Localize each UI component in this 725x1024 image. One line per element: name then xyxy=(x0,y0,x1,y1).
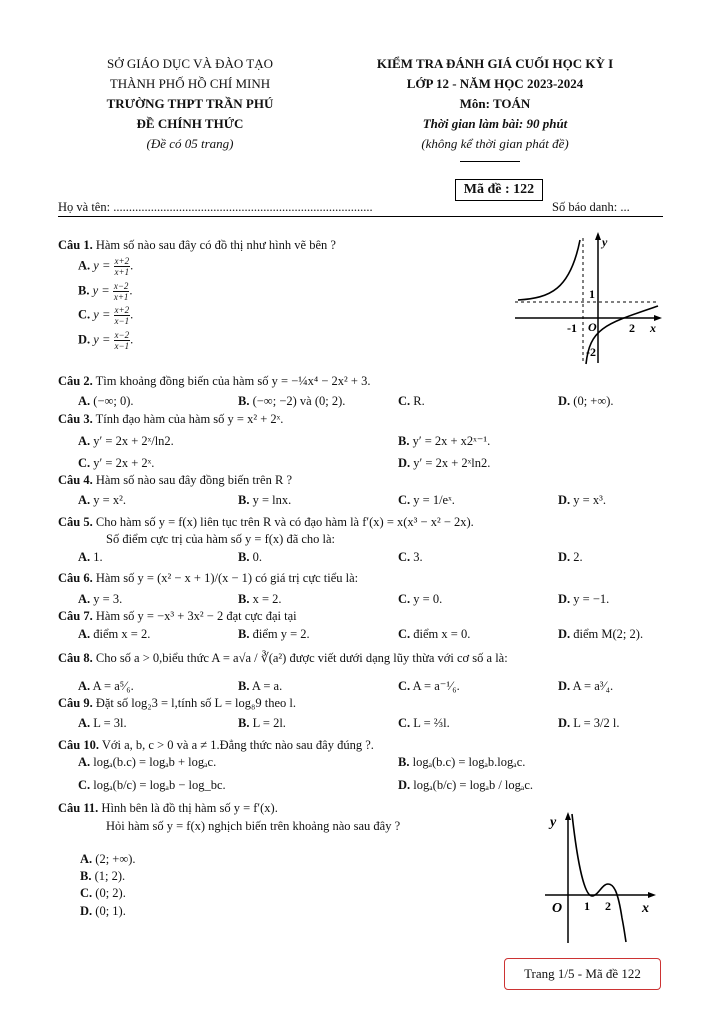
question-9 xyxy=(58,694,296,712)
left-branch xyxy=(518,240,580,300)
student-id-line: Số báo danh: ... xyxy=(552,200,630,214)
question-label: Câu 1. xyxy=(58,238,93,252)
q3-option-d: D. y′ = 2x + 2ˣln2. xyxy=(398,456,491,470)
question-1 xyxy=(58,236,336,254)
question-label: Câu 4. xyxy=(58,473,93,487)
school-name: TRƯỜNG THPT TRẦN PHÚ xyxy=(106,96,274,111)
question-6 xyxy=(58,569,358,587)
q5-option-b: B. 0. xyxy=(238,550,262,564)
question-2 xyxy=(58,372,370,390)
question-label: Câu 6. xyxy=(58,571,93,585)
question-text: Đặt số log₂3 = l,tính số L = log₈9 theo l. xyxy=(95,696,296,710)
q6-option-c: C. y = 0. xyxy=(398,592,443,606)
q3-option-a: A. y′ = 2x + 2ˣ/ln2. xyxy=(78,434,174,448)
q9-option-a: A. L = 3l. xyxy=(78,716,127,730)
origin-label: O xyxy=(552,901,563,916)
question-text: Hàm số nào sau đây có đồ thị như hình vẽ bên ? xyxy=(95,238,336,252)
question-label: Câu 3. xyxy=(58,412,93,426)
header-rule xyxy=(58,216,663,217)
q11-option-c: C. (0; 2). xyxy=(80,886,126,900)
question-8 xyxy=(58,649,508,667)
derivative-graph xyxy=(540,808,660,948)
subject: Môn: TOÁN xyxy=(459,96,531,111)
q6-option-a: A. y = 3. xyxy=(78,592,123,606)
time-note: (không kể thời gian phát đề) xyxy=(421,136,569,151)
official-label: ĐỀ CHÍNH THỨC xyxy=(136,116,244,131)
page-footer: Trang 1/5 - Mã đề 122 xyxy=(504,958,661,990)
q4-option-b: B. y = lnx. xyxy=(238,493,292,507)
q4-option-a: A. y = x². xyxy=(78,493,126,507)
x-arrow xyxy=(648,892,656,898)
q8-option-b: B. A = a. xyxy=(238,679,283,693)
question-text: Tìm khoảng đồng biến của hàm số y = −¼x⁴ − 2x² + 3. xyxy=(95,374,371,388)
question-label: Câu 2. xyxy=(58,374,93,388)
q3-option-b: B. y′ = 2x + x2ˣ⁻¹. xyxy=(398,434,491,448)
q11-option-d: D. (0; 1). xyxy=(80,904,126,918)
page-count: (Đề có 05 trang) xyxy=(146,136,234,151)
q7-option-c: C. điểm x = 0. xyxy=(398,627,471,641)
time-limit: Thời gian làm bài: 90 phút xyxy=(422,116,568,131)
right-branch xyxy=(586,306,658,364)
question-text: Hình bên là đồ thị hàm số y = f′(x). xyxy=(101,801,278,815)
q8-option-a: A. A = a⁵⁄₆. xyxy=(78,679,134,693)
q9-option-c: C. L = ⅔l. xyxy=(398,716,450,730)
q1-option-b: B. y = $\frac{x-2}{x+1}$ . xyxy=(78,281,133,302)
grade-year: LỚP 12 - NĂM HỌC 2023-2024 xyxy=(406,76,584,91)
tick-1: 1 xyxy=(584,899,590,913)
question-text: Hàm số y = (x² − x + 1)/(x − 1) có giá trị cực tiểu là: xyxy=(95,571,359,585)
q9-option-d: D. L = 3/2 l. xyxy=(558,716,620,730)
origin-label: O xyxy=(588,320,597,334)
header-left xyxy=(40,54,340,154)
question-7 xyxy=(58,607,297,625)
exam-title: KIỂM TRA ĐÁNH GIÁ CUỐI HỌC KỲ I xyxy=(376,56,614,71)
x-label: x xyxy=(650,321,656,335)
student-name-line: Họ và tên: ................................................................................... xyxy=(58,200,373,214)
tick-neg1: -1 xyxy=(567,321,577,335)
q4-option-c: C. y = 1/eˣ. xyxy=(398,493,455,507)
x-label: x xyxy=(642,901,649,916)
tick-1: 1 xyxy=(589,287,595,301)
y-label: y xyxy=(550,815,557,830)
q1-option-a: A. y = $\frac{x+2}{x+1}$ . xyxy=(78,256,134,277)
tick-neg2: -2 xyxy=(586,345,596,359)
q2-option-b: B. (−∞; −2) và (0; 2). xyxy=(238,394,346,408)
q1-option-d: D. y = $\frac{x-2}{x-1}$ . xyxy=(78,330,134,351)
question-label: Câu 11. xyxy=(58,801,99,815)
header-right xyxy=(330,54,660,154)
q2-option-a: A. (−∞; 0). xyxy=(78,394,134,408)
q2-option-d: D. (0; +∞). xyxy=(558,394,614,408)
q5-option-a: A. 1. xyxy=(78,550,103,564)
q9-option-b: B. L = 2l. xyxy=(238,716,286,730)
q7-option-b: B. điểm y = 2. xyxy=(238,627,310,641)
hyperbola-graph xyxy=(510,228,665,368)
question-10 xyxy=(58,736,374,754)
y-arrow xyxy=(595,232,601,240)
q7-option-a: A. điểm x = 2. xyxy=(78,627,151,641)
question-text: Với a, b, c > 0 và a ≠ 1.Đẳng thức nào sau đây đúng ?. xyxy=(101,738,374,752)
q4-option-d: D. y = x³. xyxy=(558,493,606,507)
tick-2: 2 xyxy=(605,899,611,913)
question-label: Câu 5. xyxy=(58,515,93,529)
question-label: Câu 7. xyxy=(58,609,93,623)
question-label: Câu 10. xyxy=(58,738,99,752)
q10-option-c: C. logₐ(b/c) = logₐb − log_bc. xyxy=(78,778,226,792)
y-arrow xyxy=(565,812,571,820)
y-label: y xyxy=(602,235,608,249)
question-text: Cho số a > 0,biểu thức A = a√a / ∛(a²) được viết dưới dạng lũy thừa với cơ số a là: xyxy=(95,651,508,665)
q10-option-a: A. logₐ(b.c) = logₐb + logₐc. xyxy=(78,755,217,769)
question-label: Câu 8. xyxy=(58,651,93,665)
question-text: Cho hàm số y = f(x) liên tục trên R và có đạo hàm là f′(x) = x(x³ − x² − 2x). xyxy=(95,515,474,529)
q5-text-2: Số điểm cực trị của hàm số y = f(x) đã cho là: xyxy=(106,532,336,546)
question-text: Hàm số nào sau đây đồng biến trên R ? xyxy=(95,473,292,487)
question-label: Câu 9. xyxy=(58,696,93,710)
q8-option-c: C. A = a⁻¹⁄₆. xyxy=(398,679,460,693)
header-divider xyxy=(460,161,520,162)
q8-option-d: D. A = a³⁄₄. xyxy=(558,679,614,693)
q2-option-c: C. R. xyxy=(398,394,425,408)
question-3 xyxy=(58,410,283,428)
question-4 xyxy=(58,471,292,489)
q1-option-c: C. y = $\frac{x+2}{x-1}$ . xyxy=(78,305,134,326)
q10-option-d: D. logₐ(b/c) = logₐb / logₐc. xyxy=(398,778,533,792)
q5-option-d: D. 2. xyxy=(558,550,583,564)
q11-option-b: B. (1; 2). xyxy=(80,869,126,883)
dept-name: SỞ GIÁO DỤC VÀ ĐÀO TẠO xyxy=(107,56,273,71)
q10-option-b: B. logₐ(b.c) = logₐb.logₐc. xyxy=(398,755,526,769)
city-name: THÀNH PHỐ HỒ CHÍ MINH xyxy=(109,76,271,91)
question-text: Tính đạo hàm của hàm số y = x² + 2ˣ. xyxy=(95,412,284,426)
question-11 xyxy=(58,799,278,817)
exam-code-box: Mã đề : 122 xyxy=(455,179,543,201)
q7-option-d: D. điểm M(2; 2). xyxy=(558,627,644,641)
derivative-curve xyxy=(572,814,626,942)
q3-option-c: C. y′ = 2x + 2ˣ. xyxy=(78,456,155,470)
q6-option-b: B. x = 2. xyxy=(238,592,282,606)
question-text: Hàm số y = −x³ + 3x² − 2 đạt cực đại tại xyxy=(95,609,297,623)
q6-option-d: D. y = −1. xyxy=(558,592,610,606)
q11-text-2: Hỏi hàm số y = f(x) nghịch biến trên khoảng nào sau đây ? xyxy=(106,819,401,833)
tick-2: 2 xyxy=(629,321,635,335)
q11-option-a: A. (2; +∞). xyxy=(80,852,136,866)
q5-option-c: C. 3. xyxy=(398,550,423,564)
question-5 xyxy=(58,513,474,531)
